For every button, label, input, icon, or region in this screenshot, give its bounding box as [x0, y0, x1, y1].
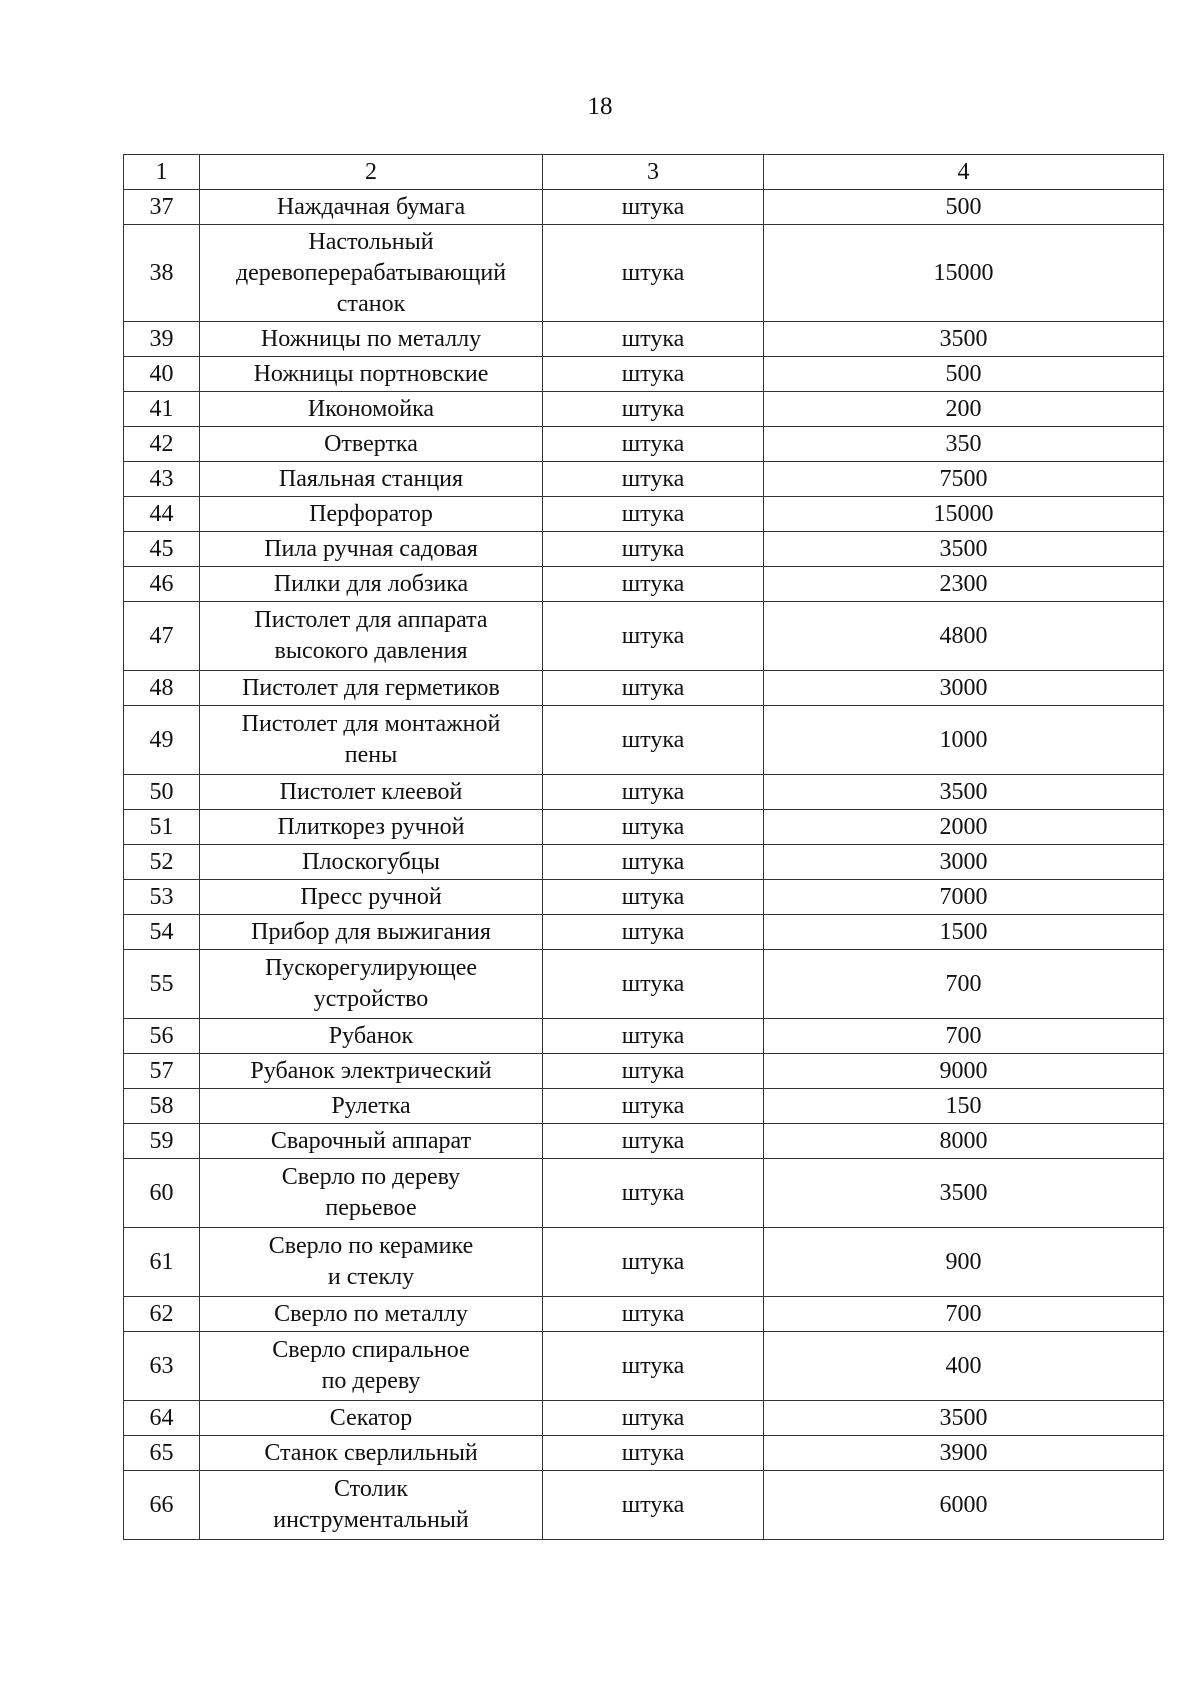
item-price: 3500	[764, 1159, 1164, 1228]
item-name-line: Рубанок электрический	[250, 1057, 492, 1084]
item-price: 200	[764, 392, 1164, 427]
table-row	[124, 915, 1164, 950]
row-number: 39	[124, 322, 200, 357]
table-row	[124, 1332, 1164, 1401]
item-name-line: высокого давления	[274, 638, 468, 664]
item-price: 6000	[764, 1471, 1164, 1540]
row-number: 60	[124, 1159, 200, 1228]
table-row	[124, 671, 1164, 706]
table-row	[124, 462, 1164, 497]
item-unit: штука	[543, 190, 764, 225]
table-row	[124, 225, 1164, 322]
row-number: 43	[124, 462, 200, 497]
row-number: 41	[124, 392, 200, 427]
item-name	[200, 1436, 543, 1471]
item-price: 500	[764, 357, 1164, 392]
item-name	[200, 462, 543, 497]
item-name-line: устройство	[313, 986, 429, 1012]
item-name-line: инструментальный	[273, 1507, 469, 1533]
item-unit: штука	[543, 322, 764, 357]
item-name-line: Станок сверлильный	[264, 1439, 478, 1466]
item-name	[200, 1471, 543, 1540]
item-unit: штука	[543, 1228, 764, 1297]
item-name-line: по дереву	[321, 1368, 421, 1394]
item-unit: штука	[543, 880, 764, 915]
item-name	[200, 1054, 543, 1089]
row-number: 58	[124, 1089, 200, 1124]
item-name-line: перьевое	[325, 1195, 417, 1221]
item-name-line: Рулетка	[331, 1092, 411, 1119]
row-number: 64	[124, 1401, 200, 1436]
item-unit: штука	[543, 567, 764, 602]
row-number: 44	[124, 497, 200, 532]
item-price: 700	[764, 1019, 1164, 1054]
item-name-line: Пистолет для аппарата	[254, 607, 488, 633]
item-unit: штука	[543, 602, 764, 671]
item-name	[200, 1124, 543, 1159]
row-number: 49	[124, 706, 200, 775]
item-name-line: Пускорегулирующее	[264, 955, 478, 981]
header-cell-3: 3	[543, 155, 764, 190]
item-price: 2000	[764, 810, 1164, 845]
item-price: 3500	[764, 1401, 1164, 1436]
row-number: 56	[124, 1019, 200, 1054]
item-name	[200, 671, 543, 706]
header-cell-4: 4	[764, 155, 1164, 190]
item-unit: штука	[543, 532, 764, 567]
item-name-line: Плоскогубцы	[302, 848, 440, 875]
item-price: 150	[764, 1089, 1164, 1124]
item-price: 400	[764, 1332, 1164, 1401]
item-unit: штука	[543, 1159, 764, 1228]
item-name-line: Сверло спиральное	[272, 1337, 470, 1363]
row-number: 54	[124, 915, 200, 950]
table-row	[124, 1436, 1164, 1471]
item-name-line: Рубанок	[328, 1022, 414, 1049]
item-price: 500	[764, 190, 1164, 225]
row-number: 63	[124, 1332, 200, 1401]
item-name	[200, 427, 543, 462]
table-row	[124, 427, 1164, 462]
item-price: 3000	[764, 671, 1164, 706]
row-number: 40	[124, 357, 200, 392]
item-price: 1500	[764, 915, 1164, 950]
table-row	[124, 950, 1164, 1019]
table-row	[124, 1471, 1164, 1540]
item-unit: штука	[543, 1471, 764, 1540]
row-number: 50	[124, 775, 200, 810]
row-number: 61	[124, 1228, 200, 1297]
item-price: 15000	[764, 225, 1164, 322]
row-number: 66	[124, 1471, 200, 1540]
item-name-line: Отвертка	[324, 430, 418, 457]
table-row	[124, 1089, 1164, 1124]
row-number: 45	[124, 532, 200, 567]
item-name-line: Ножницы по металлу	[260, 325, 482, 352]
item-name-line: Пистолет для герметиков	[242, 674, 500, 701]
table-row	[124, 190, 1164, 225]
table-row	[124, 880, 1164, 915]
item-unit: штука	[543, 1089, 764, 1124]
item-name-line: Прибор для выжигания	[251, 918, 491, 945]
table-row	[124, 1228, 1164, 1297]
item-name	[200, 497, 543, 532]
item-unit: штука	[543, 497, 764, 532]
item-name	[200, 1228, 543, 1297]
item-name-line: Пистолет клеевой	[279, 778, 463, 805]
header-cell-1: 1	[124, 155, 200, 190]
item-name-line: Пресс ручной	[300, 883, 442, 910]
item-name-line: Пилки для лобзика	[273, 570, 469, 597]
item-unit: штука	[543, 915, 764, 950]
item-name-line: Наждачная бумага	[276, 193, 466, 220]
row-number: 57	[124, 1054, 200, 1089]
item-name-line: Сверло по дереву	[281, 1164, 461, 1190]
item-name	[200, 225, 543, 322]
table-row	[124, 1019, 1164, 1054]
item-unit: штука	[543, 845, 764, 880]
header-cell-2: 2	[200, 155, 543, 190]
item-price: 7500	[764, 462, 1164, 497]
table-row	[124, 602, 1164, 671]
item-name	[200, 532, 543, 567]
items-table	[123, 154, 1164, 1540]
item-unit: штука	[543, 357, 764, 392]
item-price: 1000	[764, 706, 1164, 775]
item-unit: штука	[543, 671, 764, 706]
row-number: 53	[124, 880, 200, 915]
row-number: 48	[124, 671, 200, 706]
row-number: 46	[124, 567, 200, 602]
item-price: 4800	[764, 602, 1164, 671]
item-price: 700	[764, 950, 1164, 1019]
table-row	[124, 1159, 1164, 1228]
table-row	[124, 1297, 1164, 1332]
item-price: 9000	[764, 1054, 1164, 1089]
table-header-row	[124, 155, 1164, 190]
item-unit: штука	[543, 706, 764, 775]
item-name-line: Икономойка	[307, 395, 435, 422]
item-name	[200, 1159, 543, 1228]
row-number: 59	[124, 1124, 200, 1159]
item-unit: штука	[543, 1401, 764, 1436]
item-name-line: Сверло по металлу	[274, 1300, 468, 1327]
item-name	[200, 1089, 543, 1124]
row-number: 37	[124, 190, 200, 225]
table-row	[124, 1401, 1164, 1436]
item-name-line: Секатор	[329, 1404, 413, 1431]
page-number: 18	[587, 93, 613, 120]
item-price: 350	[764, 427, 1164, 462]
item-name	[200, 357, 543, 392]
item-unit: штука	[543, 427, 764, 462]
item-unit: штука	[543, 1124, 764, 1159]
table-row	[124, 775, 1164, 810]
item-name-line: станок	[336, 290, 406, 317]
row-number: 51	[124, 810, 200, 845]
item-name	[200, 915, 543, 950]
item-name	[200, 775, 543, 810]
item-name	[200, 567, 543, 602]
item-name-line: Настольный	[308, 228, 434, 255]
row-number: 52	[124, 845, 200, 880]
row-number: 42	[124, 427, 200, 462]
item-unit: штука	[543, 225, 764, 322]
item-unit: штука	[543, 775, 764, 810]
table-row	[124, 567, 1164, 602]
table-row	[124, 497, 1164, 532]
table-row	[124, 845, 1164, 880]
item-name	[200, 1332, 543, 1401]
item-name	[200, 880, 543, 915]
item-name-line: пены	[344, 742, 398, 768]
item-unit: штука	[543, 950, 764, 1019]
item-name-line: Пистолет для монтажной	[241, 711, 501, 737]
item-name-line: деревоперерабатывающий	[235, 259, 507, 286]
item-name-line: Столик	[333, 1476, 409, 1502]
item-price: 3000	[764, 845, 1164, 880]
item-name	[200, 950, 543, 1019]
table-row	[124, 810, 1164, 845]
table-row	[124, 532, 1164, 567]
table-row	[124, 322, 1164, 357]
table-body	[124, 155, 1164, 1540]
item-name-line: Ножницы портновские	[253, 360, 489, 387]
item-name	[200, 1297, 543, 1332]
item-unit: штука	[543, 1054, 764, 1089]
item-unit: штука	[543, 1297, 764, 1332]
table-row	[124, 392, 1164, 427]
item-price: 15000	[764, 497, 1164, 532]
item-unit: штука	[543, 810, 764, 845]
item-unit: штука	[543, 1332, 764, 1401]
item-name	[200, 810, 543, 845]
item-name	[200, 1401, 543, 1436]
item-name	[200, 602, 543, 671]
item-name	[200, 706, 543, 775]
item-price: 700	[764, 1297, 1164, 1332]
row-number: 47	[124, 602, 200, 671]
row-number: 55	[124, 950, 200, 1019]
item-price: 3500	[764, 322, 1164, 357]
item-unit: штука	[543, 1019, 764, 1054]
item-name-line: и стеклу	[327, 1264, 415, 1290]
item-name-line: Плиткорез ручной	[277, 813, 465, 840]
item-name	[200, 845, 543, 880]
item-name-line: Перфоратор	[309, 500, 433, 527]
row-number: 38	[124, 225, 200, 322]
item-name-line: Паяльная станция	[278, 465, 464, 492]
row-number: 65	[124, 1436, 200, 1471]
item-name-line: Пила ручная садовая	[264, 535, 478, 562]
item-name	[200, 392, 543, 427]
table-row	[124, 357, 1164, 392]
item-unit: штука	[543, 1436, 764, 1471]
item-unit: штука	[543, 392, 764, 427]
item-price: 8000	[764, 1124, 1164, 1159]
item-price: 7000	[764, 880, 1164, 915]
item-price: 2300	[764, 567, 1164, 602]
table-row	[124, 1124, 1164, 1159]
item-price: 900	[764, 1228, 1164, 1297]
item-name-line: Сверло по керамике	[268, 1233, 474, 1259]
item-price: 3500	[764, 775, 1164, 810]
item-unit: штука	[543, 462, 764, 497]
item-price: 3500	[764, 532, 1164, 567]
row-number: 62	[124, 1297, 200, 1332]
table-row	[124, 1054, 1164, 1089]
item-name	[200, 1019, 543, 1054]
item-name	[200, 190, 543, 225]
item-price: 3900	[764, 1436, 1164, 1471]
table-row	[124, 706, 1164, 775]
item-name	[200, 322, 543, 357]
item-name-line: Сварочный аппарат	[270, 1127, 472, 1154]
